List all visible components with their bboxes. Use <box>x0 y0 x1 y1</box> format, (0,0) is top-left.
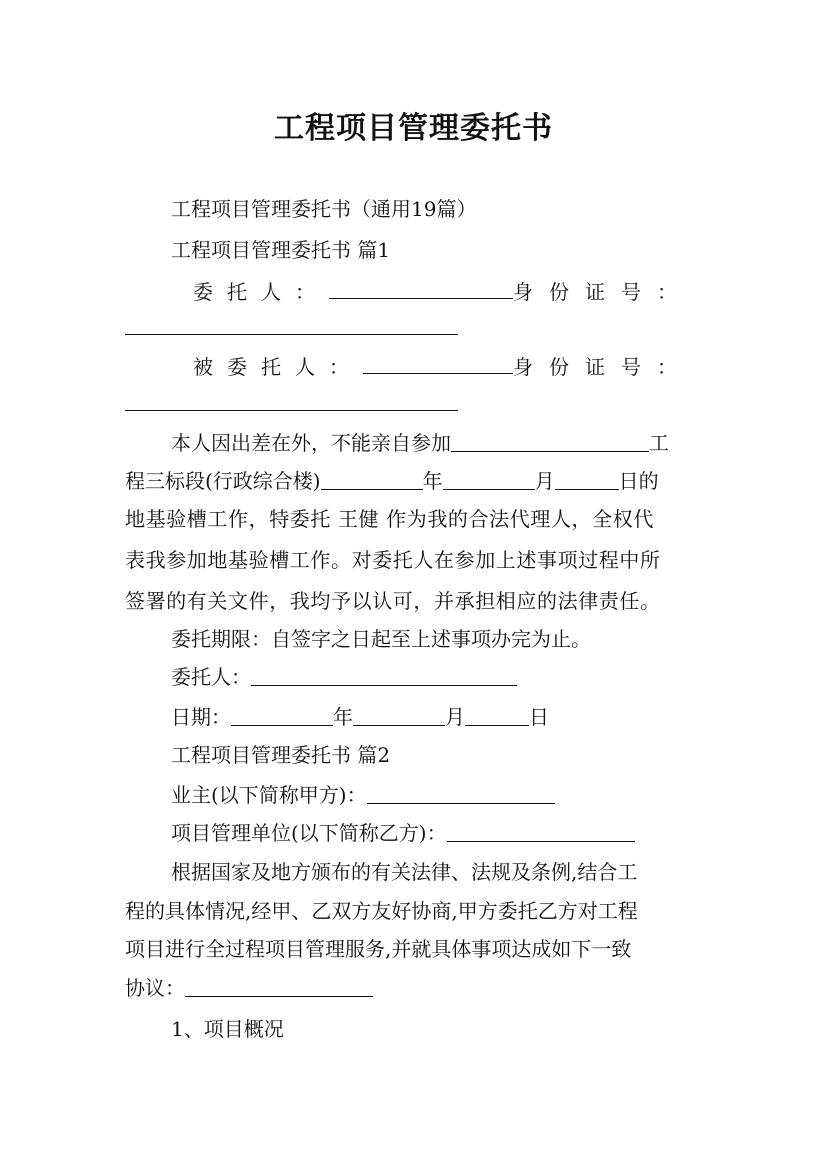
principal-id-label: 身份证号： <box>513 280 693 304</box>
principal-row <box>193 278 693 304</box>
body-line-1 <box>171 431 669 455</box>
agent-id-blank <box>125 390 458 411</box>
year-blank <box>321 469 423 490</box>
day-text: 日的 <box>618 469 659 493</box>
pm-unit-blank <box>447 821 635 842</box>
body-line-4: 表我参加地基验槽工作。对委托人在参加上述事项过程中所 <box>125 548 661 572</box>
principal-id-row <box>125 314 458 338</box>
principal-label: 委托人： <box>193 280 329 304</box>
body2-line-2: 程的具体情况,经甲、乙双方友好协商,甲方委托乙方对工程 <box>125 899 638 923</box>
date-day-blank <box>465 705 529 726</box>
body2-line-1: 根据国家及地方颁布的有关法律、法规及条例,结合工 <box>171 860 638 884</box>
date-month-text: 月 <box>445 705 465 729</box>
month-text: 月 <box>534 469 555 493</box>
date-month-blank <box>353 705 445 726</box>
date-label: 日期： <box>171 705 231 729</box>
body-line-3: 地基验槽工作，特委托 王健 作为我的合法代理人，全权代 <box>125 507 654 531</box>
section-heading-1: 工程项目管理委托书 篇1 <box>171 238 391 262</box>
agent-id-label: 身份证号： <box>513 355 693 379</box>
body-text: 本人因出差在外，不能亲自参加 <box>171 431 451 455</box>
agreement-label: 协议： <box>125 976 185 1000</box>
entrust-period: 委托期限：自签字之日起至上述事项办完为止。 <box>171 627 591 651</box>
principal-name-blank <box>329 278 513 299</box>
principal-id-blank <box>125 314 458 335</box>
agent-row <box>193 353 693 379</box>
agent-name-blank <box>363 353 513 374</box>
section-heading-2: 工程项目管理委托书 篇2 <box>171 743 391 767</box>
agreement-blank <box>185 976 373 997</box>
signature-label: 委托人： <box>171 665 251 689</box>
body-line-2 <box>125 469 659 493</box>
day-blank <box>555 469 619 490</box>
body2-line-4 <box>125 976 373 1000</box>
month-blank <box>443 469 535 490</box>
agent-label: 被委托人： <box>193 355 363 379</box>
pm-unit-row <box>171 821 635 845</box>
body-text: 程三标段(行政综合楼) <box>125 469 321 493</box>
section-1-heading: 1、项目概况 <box>171 1017 284 1041</box>
owner-label: 业主(以下简称甲方)： <box>171 783 367 807</box>
owner-blank <box>367 783 555 804</box>
date-row <box>171 705 549 729</box>
owner-row <box>171 783 555 807</box>
agent-id-row <box>125 390 458 414</box>
date-year-blank <box>231 705 333 726</box>
year-text: 年 <box>422 469 443 493</box>
project-blank <box>451 431 649 452</box>
document-title: 工程项目管理委托书 <box>274 111 553 146</box>
document-subtitle: 工程项目管理委托书（通用19篇） <box>171 197 477 221</box>
date-day-text: 日 <box>529 705 549 729</box>
body-text: 工 <box>649 431 669 455</box>
body2-line-3: 项目进行全过程项目管理服务,并就具体事项达成如下一致 <box>125 937 632 961</box>
signature-row <box>171 665 517 689</box>
signature-blank <box>251 665 517 686</box>
date-year-text: 年 <box>333 705 353 729</box>
body-line-5: 签署的有关文件，我均予以认可，并承担相应的法律责任。 <box>125 589 661 613</box>
pm-unit-label: 项目管理单位(以下简称乙方)： <box>171 821 447 845</box>
